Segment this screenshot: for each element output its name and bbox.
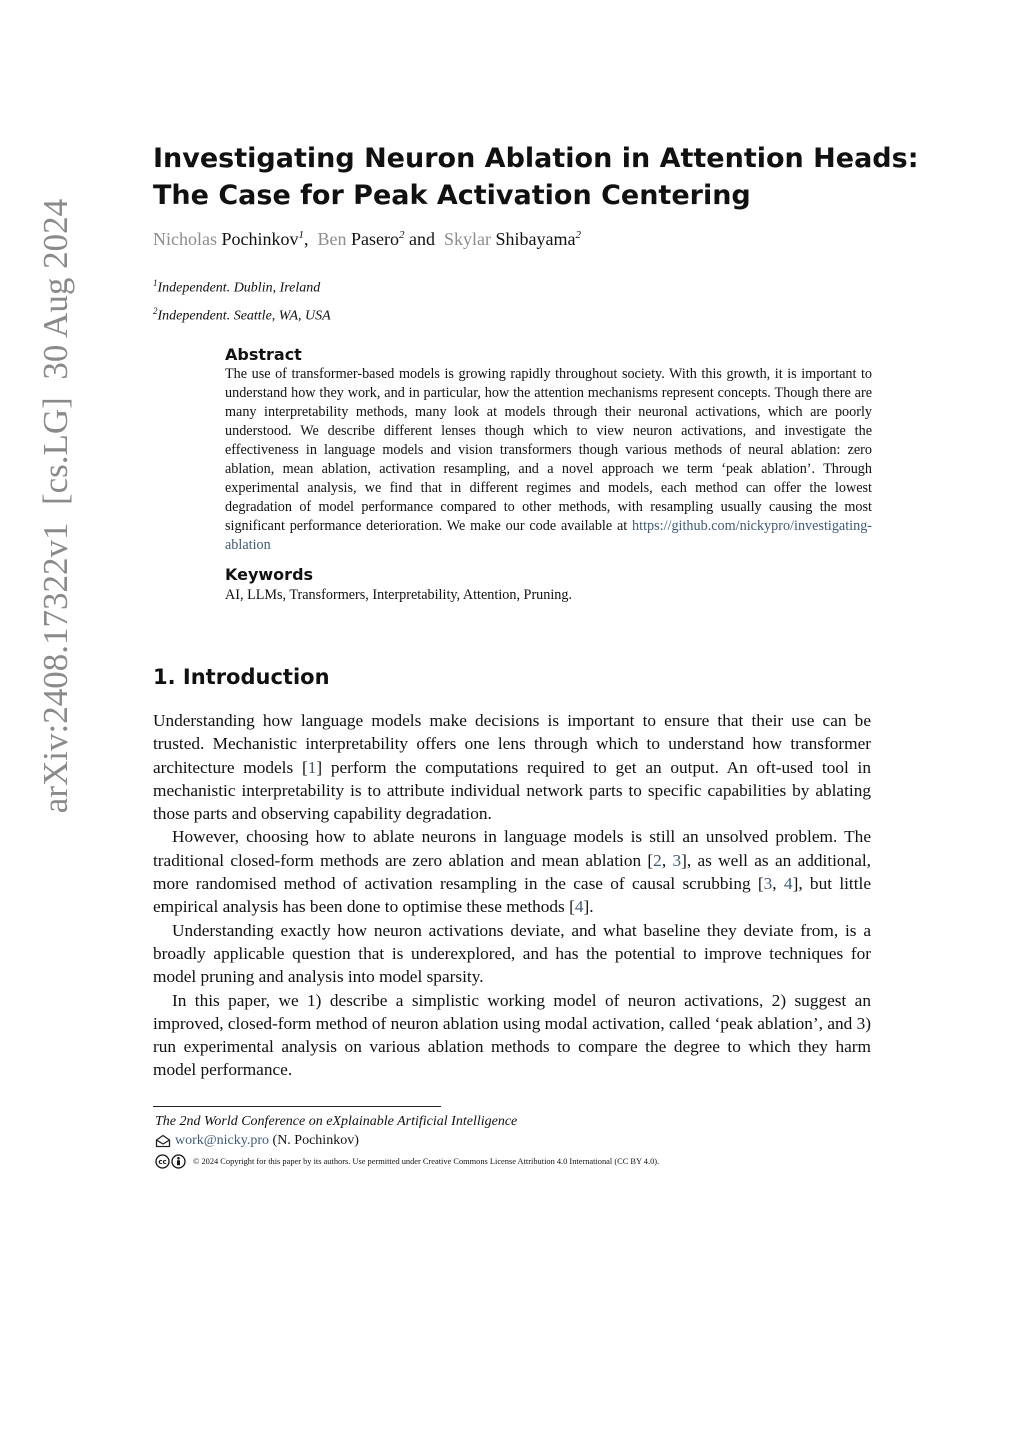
abstract-section <box>225 345 872 555</box>
citation-link[interactable]: 4 <box>783 874 793 894</box>
text-run: However, choosing how to ablate neurons in language models is still an unsolved problem. The traditional closed-form methods are zero ablation and mean ablation [ <box>153 827 871 870</box>
paper-title <box>153 140 919 214</box>
author-last-name: Pasero <box>351 229 399 249</box>
affil-marker: 2 <box>399 229 405 241</box>
citation-link[interactable]: 3 <box>672 850 682 870</box>
keywords-section <box>225 565 872 605</box>
citation-link[interactable]: 3 <box>763 874 773 894</box>
affiliation-2 <box>153 300 331 328</box>
cc-badge <box>155 1154 187 1169</box>
introduction-heading: 1. Introduction <box>153 665 330 689</box>
citation-link[interactable]: 4 <box>574 897 584 917</box>
affil-marker: 2 <box>575 229 581 241</box>
intro-paragraph-2 <box>153 825 871 918</box>
affil-text: Independent. Dublin, Ireland <box>157 280 321 296</box>
arxiv-identifier: arXiv:2408.17322v1 [cs.LG] 30 Aug 2024 <box>36 198 75 814</box>
contact-line <box>155 1131 659 1151</box>
affiliations <box>153 272 331 327</box>
author-last-name: Shibayama <box>495 229 576 249</box>
text-run: Understanding how language models make decisions is important to ensure that their use can be trusted. Mechanistic interpretability offers one lens through which to understand how transformer architecture models [ <box>153 711 871 777</box>
title-line-2: The Case for Peak Activation Centering <box>153 180 751 211</box>
arxiv-side-stamp <box>26 0 86 1050</box>
abstract-body: The use of transformer-based models is growing rapidly throughout society. With this growth, it is important to understand how they work, and in particular, how the attention mechanisms represent concepts. Though there are many interpretability methods, many look at models through their neuronal activations, which are poorly understood. We describe different lenses though which to view neuron activations, and investigate the effectiveness in language models and vision transformers though various methods of neural ablation: zero ablation, mean ablation, activation resampling, and a novel approach we term ‘peak ablation’. Through experimental analysis, we find that in different regimes and models, each method can offer the lowest degradation of model performance compared to other methods, with resampling usually causing the most significant performance deterioration. We make our code available at <box>225 366 872 534</box>
text-run: ]. <box>583 897 594 917</box>
creative-commons-icon <box>155 1154 170 1169</box>
introduction-body <box>153 709 871 1082</box>
email-link[interactable]: work@nicky.pro <box>175 1133 270 1148</box>
affil-text: Independent. Seattle, WA, USA <box>157 308 331 324</box>
keywords-text: AI, LLMs, Transformers, Interpretability, Attention, Pruning. <box>225 587 573 603</box>
footnote-divider <box>153 1106 441 1107</box>
intro-paragraph-1 <box>153 709 871 825</box>
author-separator: , <box>304 229 309 249</box>
intro-paragraph-3: Understanding exactly how neuron activations deviate, and what baseline they deviate from, is a broadly applicable question that is underexplored, and has the potential to improve techniques for model pruning and analysis into model sparsity. <box>153 920 871 987</box>
author-first-name[interactable]: Ben <box>317 229 347 249</box>
affiliation-1 <box>153 272 331 300</box>
affil-number: 1 <box>153 278 158 288</box>
abstract-text <box>225 365 872 555</box>
affil-marker: 1 <box>298 229 304 241</box>
affil-number: 2 <box>153 305 158 316</box>
intro-paragraph-4: In this paper, we 1) describe a simplistic working model of neuron activations, 2) suggest an improved, closed-form method of neuron ablation using modal activation, called ‘peak ablation’, and 3) run experimental analysis on various ablation methods to compare the degree to which they harm model performance. <box>153 990 871 1080</box>
conference-note: The 2nd World Conference on eXplainable Artificial Intelligence <box>155 1114 518 1129</box>
email-owner: (N. Pochinkov) <box>272 1133 359 1148</box>
license-text: © 2024 Copyright for this paper by its authors. Use permitted under Creative Commons License Attribution 4.0 International (CC BY 4.0). <box>193 1157 660 1166</box>
abstract-heading: Abstract <box>225 345 302 364</box>
license-line <box>155 1154 659 1169</box>
text-run: ], as well as an additional, more randomised method of activation resampling in the case of causal scrubbing [ <box>153 850 872 894</box>
author-first-name[interactable]: Nicholas <box>153 229 217 249</box>
text-run: ] perform the computations required to get an output. An oft-used tool in mechanistic interpretability is to attribute individual network parts to specific capabilities by ablating those parts and observing capability degradation. <box>153 757 871 824</box>
footnotes <box>155 1112 659 1169</box>
attribution-icon <box>171 1154 186 1169</box>
author-list <box>153 229 581 250</box>
code-repo-link[interactable]: https://github.com/nickypro/investigating-ablation <box>225 518 873 553</box>
citation-link[interactable]: 1 <box>307 757 317 777</box>
text-run: ], but little empirical analysis has been done to optimise these methods [ <box>153 874 871 917</box>
author-first-name[interactable]: Skylar <box>444 229 491 249</box>
envelope-icon <box>155 1134 171 1148</box>
author-last-name: Pochinkov <box>221 229 299 249</box>
text-run: , <box>772 874 784 894</box>
keywords-heading: Keywords <box>225 565 314 584</box>
text-run: , <box>661 850 673 870</box>
title-line-1: Investigating Neuron Ablation in Attention Heads: <box>153 143 919 174</box>
citation-link[interactable]: 2 <box>653 850 662 870</box>
author-separator: and <box>409 229 435 249</box>
svg-text:cc: cc <box>158 1158 167 1167</box>
